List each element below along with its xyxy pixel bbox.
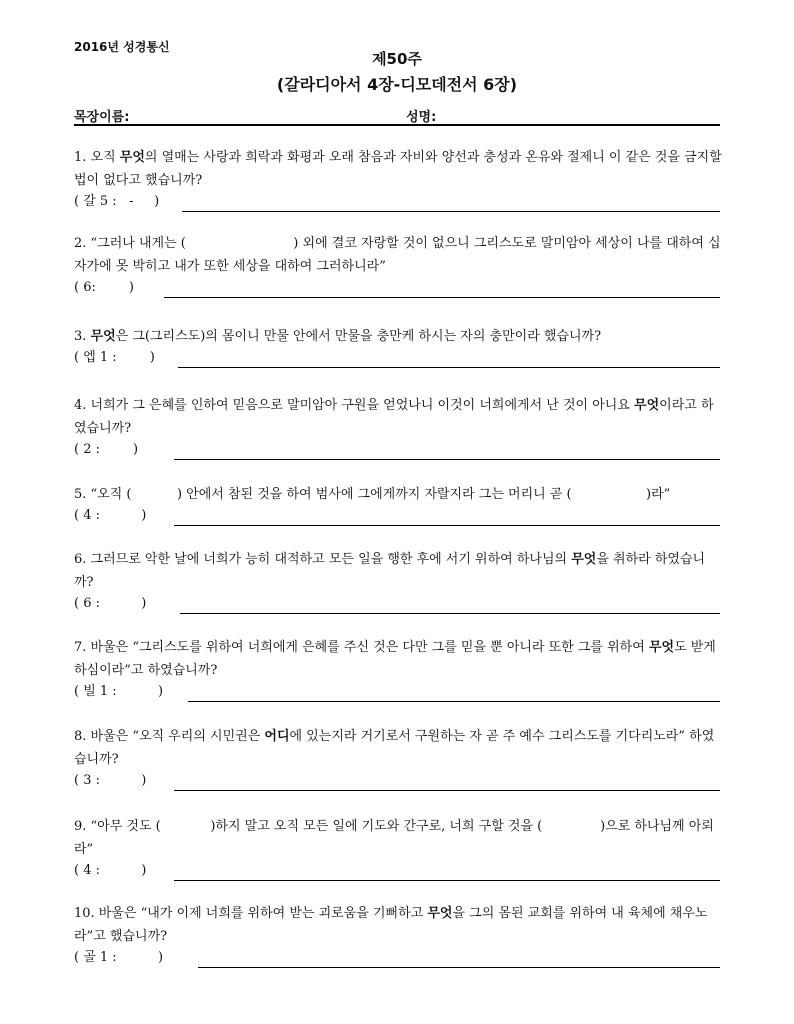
question-2	[74, 232, 724, 299]
answer-line[interactable]	[74, 595, 724, 615]
answer-line[interactable]	[74, 507, 724, 527]
question-text: 3. 무엇은 그(그리스도)의 몸이니 만물 안에서 만물을 충만케 하시는 자의 충만이라 했습니까?	[74, 329, 602, 344]
verse-reference: ( 갈 5 : - )	[74, 194, 160, 209]
question-7	[74, 636, 724, 703]
question-3	[74, 325, 724, 369]
question-text: 7. 바울은 “그리스도를 위하여 너희에게 은혜를 주신 것은 다만 그를 믿을 뿐 아니라 또한 그를 위하여 무엇도 받게 하심이라”고 하였습니까?	[74, 640, 721, 678]
question-4	[74, 394, 724, 461]
question-text: 2. “그러나 내게는 ( ) 외에 결코 자랑할 것이 없으니 그리스도로 말미암아 세상이 나를 대하여 십자가에 못 박히고 내가 또한 세상을 대하여 그러하니라”	[74, 236, 721, 274]
answer-line[interactable]	[74, 949, 724, 969]
verse-reference: ( 6: )	[74, 280, 134, 295]
question-text: 8. 바울은 “오직 우리의 시민권은 어디에 있는지라 거기로서 구원하는 자 곧 주 예수 그리스도를 기다리노라” 하였습니까?	[74, 729, 715, 767]
verse-reference: ( 2 : )	[74, 442, 139, 457]
question-5	[74, 483, 724, 527]
answer-line[interactable]	[74, 441, 724, 461]
answer-line[interactable]	[74, 193, 724, 213]
verse-reference: ( 4 : )	[74, 863, 147, 878]
verse-reference: ( 엡 1 : )	[74, 350, 155, 365]
answer-line[interactable]	[74, 772, 724, 792]
answer-line[interactable]	[74, 862, 724, 882]
verse-reference: ( 6 : )	[74, 596, 147, 611]
verse-reference: ( 3 : )	[74, 773, 147, 788]
question-text: 9. “아무 것도 ( )하지 말고 오직 모든 일에 기도와 간구로, 너희 구할 것을 ( )으로 하나님께 아뢰라”	[74, 819, 714, 857]
answer-line[interactable]	[74, 279, 724, 299]
chapter-range: (갈라디아서 4장-디모데전서 6장)	[276, 75, 518, 94]
question-text: 6. 그러므로 악한 날에 너희가 능히 대적하고 모든 일을 행한 후에 서기 위하여 하나님의 무엇을 취하라 하였습니까?	[74, 552, 706, 590]
verse-reference: ( 빌 1 : )	[74, 684, 164, 699]
question-text: 10. 바울은 “내가 이제 너희를 위하여 받는 괴로움을 기뻐하고 무엇을 그의 몸된 교회를 위하여 내 육체에 채우노라”고 했습니까?	[74, 906, 708, 944]
question-text: 1. 오직 무엇의 열매는 사랑과 희락과 화평과 오래 참음과 자비와 양선과 충성과 온유와 절제니 이 같은 것을 금지할 법이 없다고 했습니까?	[74, 150, 726, 188]
year-label: 2016년 성경통신	[74, 40, 170, 54]
question-text: 4. 너희가 그 은혜를 인하여 믿음으로 말미암아 구원을 얻었나니 이것이 너희에게서 난 것이 아니요 무엇이라고 하였습니까?	[74, 398, 714, 436]
answer-line[interactable]	[74, 349, 724, 369]
student-name-label: 성명:	[406, 110, 437, 125]
answer-line[interactable]	[74, 683, 724, 703]
verse-reference: ( 4 : )	[74, 508, 147, 523]
name-fields	[74, 106, 720, 126]
question-text: 5. “오직 ( ) 안에서 참된 것을 하여 범사에 그에게까지 자랄지라 그는 머리니 곧 ( )라”	[74, 487, 671, 502]
question-1	[74, 146, 724, 213]
verse-reference: ( 골 1 : )	[74, 950, 164, 965]
question-9	[74, 815, 724, 882]
question-8	[74, 725, 724, 792]
pastor-name-label: 목장이름:	[74, 110, 130, 125]
week-title: 제50주	[372, 50, 422, 68]
question-10	[74, 902, 724, 969]
question-6	[74, 548, 724, 615]
